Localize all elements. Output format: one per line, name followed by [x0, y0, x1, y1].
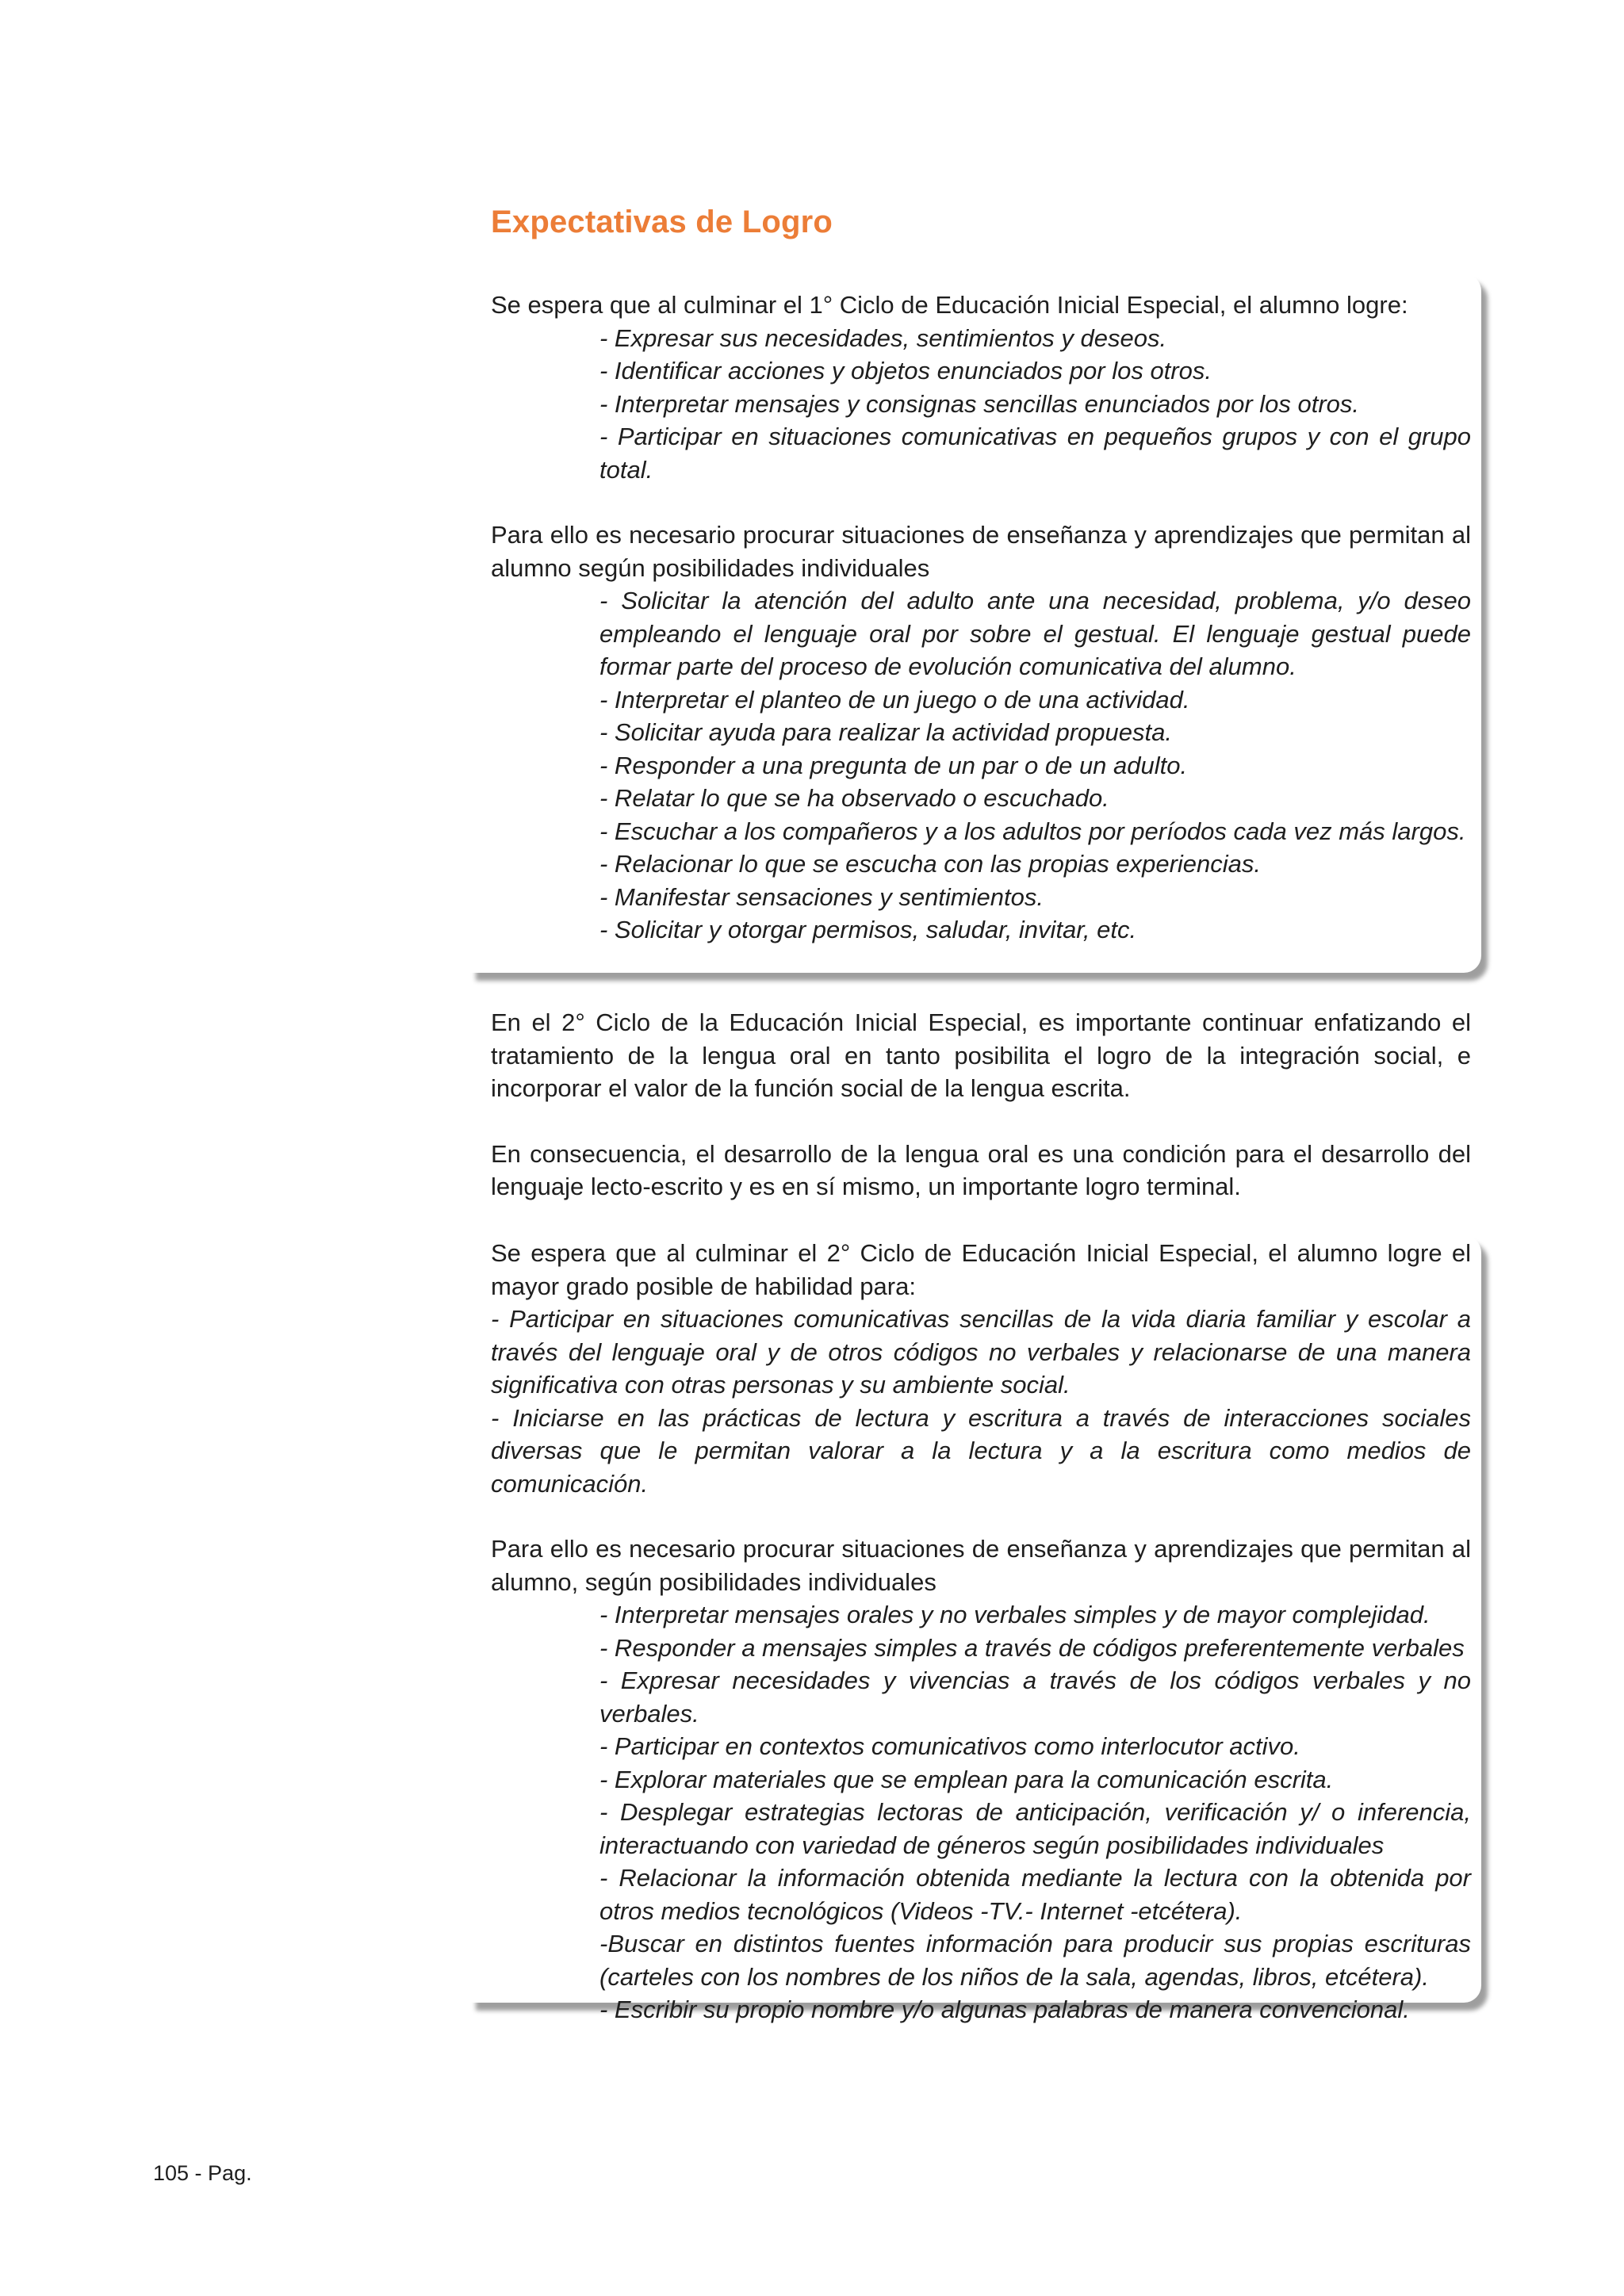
section-2-intro-2: Para ello es necesario procurar situaciones de enseñanza y aprendizajes que permitan al alumno, según posibilidades individuales [491, 1535, 1471, 1596]
list-item: - Interpretar mensajes orales y no verbales simples y de mayor complejidad. [599, 1601, 1431, 1628]
list-item: - Responder a mensajes simples a través de códigos preferentemente verbales [599, 1633, 1465, 1662]
list-item: - Escribir su propio nombre y/o algunas palabras de manera convencional. [599, 1996, 1410, 2023]
section-2-list [491, 1303, 1471, 1500]
middle-paragraph-1: En el 2° Ciclo de la Educación Inicial Especial, es importante continuar enfatizando el tratamiento de la lengua oral en tanto posibilita el logro de la integración social, e incorporar el valor de la función social de la lengua escrita. [491, 1008, 1471, 1102]
middle-section [491, 1006, 1471, 1203]
list-item: - Solicitar ayuda para realizar la actividad propuesta. [599, 718, 1172, 746]
section-1-list-2 [491, 584, 1471, 947]
list-item: - Interpretar el planteo de un juego o de una actividad. [599, 685, 1190, 714]
list-item: - Expresar necesidades y vivencias a través de los códigos verbales y no verbales. [599, 1667, 1471, 1728]
list-item: - Expresar sus necesidades, sentimientos y deseos. [599, 323, 1167, 352]
list-item: - Manifestar sensaciones y sentimientos. [599, 882, 1044, 911]
list-item: -Buscar en distintos fuentes información para producir sus propias escrituras (carteles con los nombres de los niños de la sala, agendas, libros, etcétera). [599, 1930, 1471, 1991]
page-number: 105 - Pag. [153, 2161, 252, 2185]
section-2 [491, 1237, 1471, 2026]
list-item: - Responder a una pregunta de un par o de un adulto. [599, 751, 1188, 779]
list-item: - Relacionar la información obtenida mediante la lectura con la obtenida por otros medios tecnológicos (Videos -TV.- Internet -etcétera). [599, 1864, 1471, 1925]
list-item: - Desplegar estrategias lectoras de anticipación, verificación y/ o inferencia, interactuando con variedad de géneros según posibilidades individuales [599, 1798, 1471, 1859]
list-item: - Participar en situaciones comunicativas en pequeños grupos y con el grupo total. [599, 423, 1471, 484]
list-item: - Iniciarse en las prácticas de lectura y escritura a través de interacciones sociales diversas que le permitan valorar a la lectura y a la escritura como medios de comunicación. [491, 1403, 1471, 1498]
list-item: - Identificar acciones y objetos enunciados por los otros. [599, 357, 1212, 385]
list-item: - Participar en situaciones comunicativas sencillas de la vida diaria familiar y escolar a través del lenguaje oral y de otros códigos no verbales y relacionarse de una manera significativa con otras personas y su ambiente social. [491, 1305, 1471, 1399]
list-item: - Escuchar a los compañeros y a los adultos por períodos cada vez más largos. [599, 817, 1466, 845]
list-item: - Interpretar mensajes y consignas sencillas enunciados por los otros. [599, 389, 1360, 418]
list-item: - Relatar lo que se ha observado o escuchado. [599, 784, 1109, 812]
section-1-list [491, 322, 1471, 487]
section-1-intro-2: Para ello es necesario procurar situaciones de enseñanza y aprendizajes que permitan al alumno según posibilidades individuales [491, 521, 1471, 582]
section-1-intro: Se espera que al culminar el 1° Ciclo de Educación Inicial Especial, el alumno logre: [491, 291, 1408, 319]
list-item: - Relacionar lo que se escucha con las propias experiencias. [599, 850, 1262, 878]
middle-paragraph-2: En consecuencia, el desarrollo de la lengua oral es una condición para el desarrollo del lenguaje lecto-escrito y es en sí mismo, un importante logro terminal. [491, 1139, 1471, 1200]
list-item: - Participar en contextos comunicativos como interlocutor activo. [599, 1732, 1300, 1760]
section-2-intro: Se espera que al culminar el 2° Ciclo de Educación Inicial Especial, el alumno logre el mayor grado posible de habilidad para: [491, 1239, 1471, 1300]
section-1 [491, 289, 1471, 947]
page-title: Expectativas de Logro [491, 205, 833, 239]
list-item: - Explorar materiales que se emplean para la comunicación escrita. [599, 1765, 1334, 1793]
list-item: - Solicitar la atención del adulto ante una necesidad, problema, y/o deseo empleando el lenguaje oral por sobre el gestual. El lenguaje gestual puede formar parte del proceso de evolución comunicativa del alumno. [599, 587, 1471, 680]
section-2-list-2 [491, 1598, 1471, 2026]
list-item: - Solicitar y otorgar permisos, saludar, invitar, etc. [599, 916, 1137, 943]
